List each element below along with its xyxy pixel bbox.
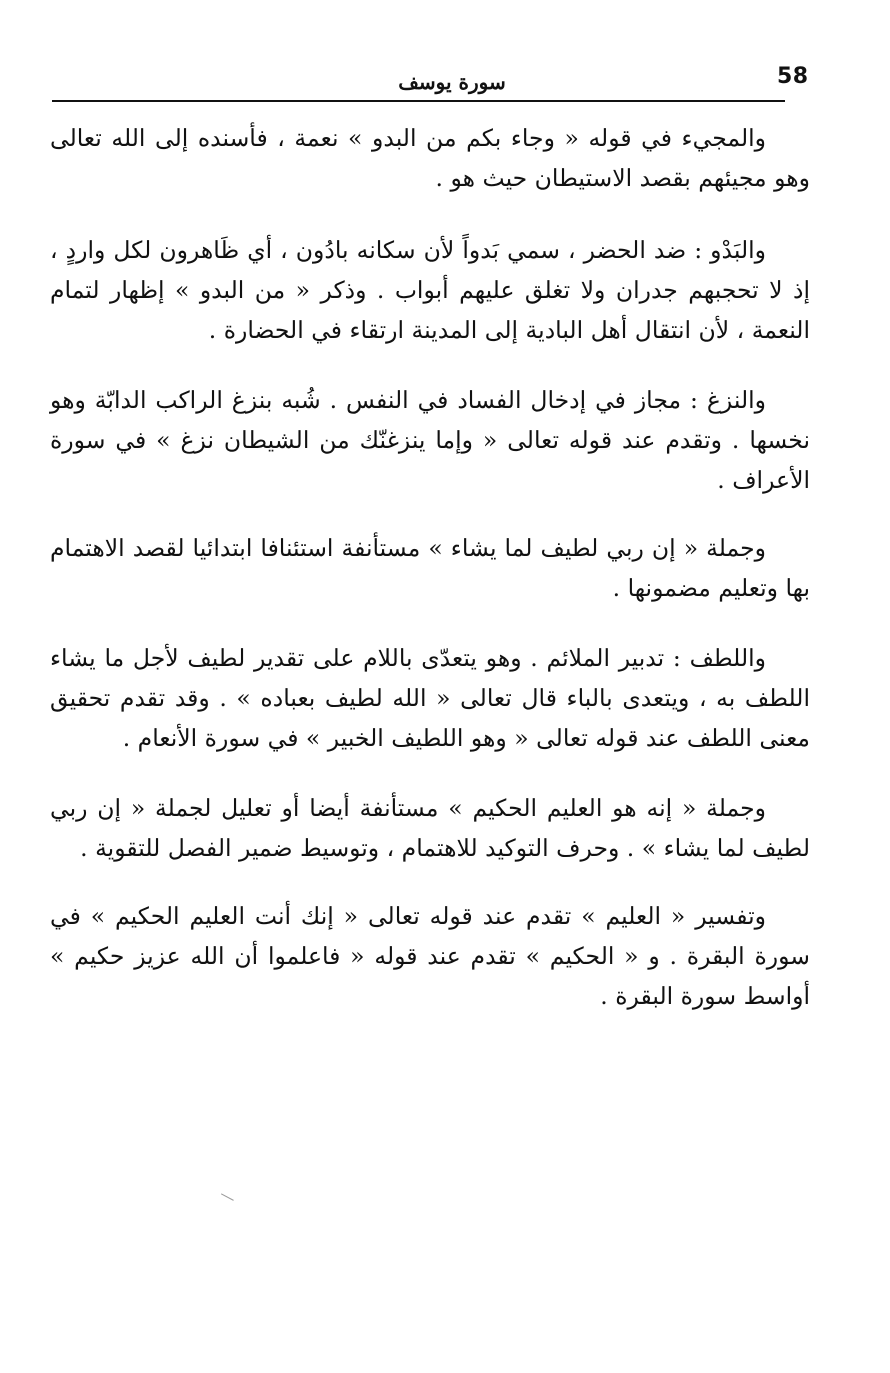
page-number: 58 bbox=[777, 64, 809, 89]
header-rule bbox=[52, 100, 785, 102]
paragraph-tafsir: وتفسير « العليم » تقدم عند قوله تعالى « إنك أنت العليم الحكيم » في سورة البقرة . و « الحكيم » تقدم عند قوله « فاعلموا أن الله عزيز حكيم » أواسط سورة البقرة . bbox=[50, 902, 810, 1010]
paragraph-lutf: واللطف : تدبير الملائم . وهو يتعدّى باللام على تقدير لطيف لأجل ما يشاء اللطف به ، ويتعدى بالباء قال تعالى « الله لطيف بعباده » . وقد تقدم تحقيق معنى اللطف عند قوله تعالى « وهو اللطيف الخبير » في سورة الأنعام . bbox=[50, 644, 810, 752]
paragraph-nazgh: والنزغ : مجاز في إدخال الفساد في النفس . شُبه بنزغ الراكب الدابّة وهو نخسها . وتقدم عند قوله تعالى « وإما ينزغنّك من الشيطان نزغ » في سورة الأعراف . bbox=[50, 386, 810, 494]
running-title: سورة يوسف bbox=[398, 70, 506, 94]
body-text bbox=[50, 118, 810, 1046]
paragraph-badw: والبَدْو : ضد الحضر ، سمي بَدواً لأن سكانه بادُون ، أي ظَاهرون لكل واردٍ ، إذ لا تحجبهم جدران ولا تغلق عليهم أبواب . وذكر « من البدو » إظهار لتمام النعمة ، لأن انتقال أهل البادية إلى المدينة ارتقاء في الحضارة . bbox=[50, 236, 810, 344]
paragraph-latif-sentence: وجملة « إن ربي لطيف لما يشاء » مستأنفة استئنافا ابتدائيا لقصد الاهتمام بها وتعليم مضمونها . bbox=[50, 534, 810, 602]
paragraph-alim-hakim-sentence: وجملة « إنه هو العليم الحكيم » مستأنفة أيضا أو تعليل لجملة « إن ربي لطيف لما يشاء » . وحرف التوكيد للاهتمام ، وتوسيط ضمير الفصل للتقوية . bbox=[50, 794, 810, 862]
paragraph-arrival: والمجيء في قوله « وجاء بكم من البدو » نعمة ، فأسنده إلى الله تعالى وهو مجيئهم بقصد الاستيطان حيث هو . bbox=[50, 124, 810, 192]
scan-artifact-mark bbox=[216, 1193, 234, 1209]
